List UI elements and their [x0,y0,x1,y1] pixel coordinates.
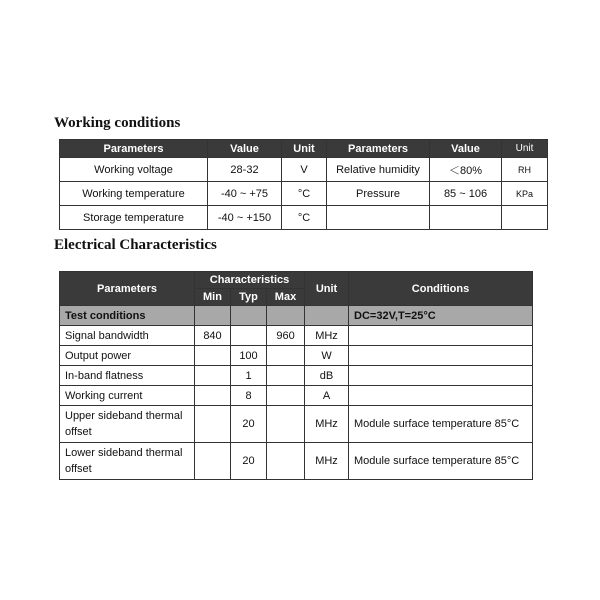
table-cell: 20 [231,443,267,480]
header-cell: Unit [502,140,548,158]
table-cell [267,366,305,386]
table-cell: 28-32 [208,158,282,182]
header-cell: Unit [282,140,327,158]
table-cell: MHz [305,443,349,480]
table-row [60,206,548,230]
table-row [60,182,548,206]
test-conditions-row [60,306,533,326]
table-cell: Storage temperature [60,206,208,230]
header-cell: Conditions [349,272,533,306]
table-cell: 840 [195,326,231,346]
table-cell: Signal bandwidth [60,326,195,346]
table-cell: 1 [231,366,267,386]
electrical-characteristics-table [59,271,533,480]
header-cell: Parameters [60,140,208,158]
table-cell: °C [282,206,327,230]
table-cell: Test conditions [60,306,195,326]
header-cell: Parameters [60,272,195,306]
header-cell: Value [208,140,282,158]
table-cell: 85 ~ 106 [430,182,502,206]
table-cell [267,306,305,326]
table-cell: Module surface temperature 85°C [349,443,533,480]
table-cell [305,306,349,326]
table-cell: Pressure [327,182,430,206]
header-cell: Min [195,289,231,306]
table-row [60,386,533,406]
table-cell [327,206,430,230]
table-cell: V [282,158,327,182]
table-cell [195,366,231,386]
table-cell [267,386,305,406]
table-cell: 8 [231,386,267,406]
table-cell: dB [305,366,349,386]
table-cell: Working temperature [60,182,208,206]
table-row [60,158,548,182]
table-cell: MHz [305,326,349,346]
header-cell: Typ [231,289,267,306]
table-cell: Lower sideband thermal offset [60,443,195,480]
header-cell: Characteristics [195,272,305,289]
table-cell: Upper sideband thermal offset [60,406,195,443]
table-cell: Working current [60,386,195,406]
table-cell [430,206,502,230]
table-cell: 20 [231,406,267,443]
table-cell: KPa [502,182,548,206]
table-cell [349,386,533,406]
table-row [60,366,533,386]
table-cell [267,346,305,366]
table-row [60,443,533,480]
table-row [60,326,533,346]
table-header-row [60,272,533,289]
table-cell: DC=32V,T=25°C [349,306,533,326]
header-cell: Parameters [327,140,430,158]
table-header-row [60,140,548,158]
table-cell [195,406,231,443]
table-cell [231,326,267,346]
table-cell [349,326,533,346]
table-cell: Working voltage [60,158,208,182]
table-cell [349,346,533,366]
table-cell: Relative humidity [327,158,430,182]
table-cell [195,306,231,326]
table-cell: ＜80% [430,158,502,182]
table-cell [502,206,548,230]
table-cell: W [305,346,349,366]
table-cell [349,366,533,386]
table-cell [195,443,231,480]
table-cell [195,346,231,366]
table-cell: MHz [305,406,349,443]
working-conditions-table [59,139,548,230]
table-cell: RH [502,158,548,182]
table-cell: 100 [231,346,267,366]
table-row [60,346,533,366]
table-cell: Output power [60,346,195,366]
table-cell [231,306,267,326]
table-cell [267,443,305,480]
table-cell: A [305,386,349,406]
table-cell: In-band flatness [60,366,195,386]
header-cell: Value [430,140,502,158]
working-conditions-title: Working conditions [54,115,181,131]
electrical-characteristics-title: Electrical Characteristics [54,237,217,253]
table-row [60,406,533,443]
table-cell: Module surface temperature 85°C [349,406,533,443]
table-cell: °C [282,182,327,206]
table-cell: 960 [267,326,305,346]
table-cell [267,406,305,443]
table-cell [195,386,231,406]
table-cell: -40 ~ +150 [208,206,282,230]
header-cell: Max [267,289,305,306]
table-cell: -40 ~ +75 [208,182,282,206]
header-cell: Unit [305,272,349,306]
